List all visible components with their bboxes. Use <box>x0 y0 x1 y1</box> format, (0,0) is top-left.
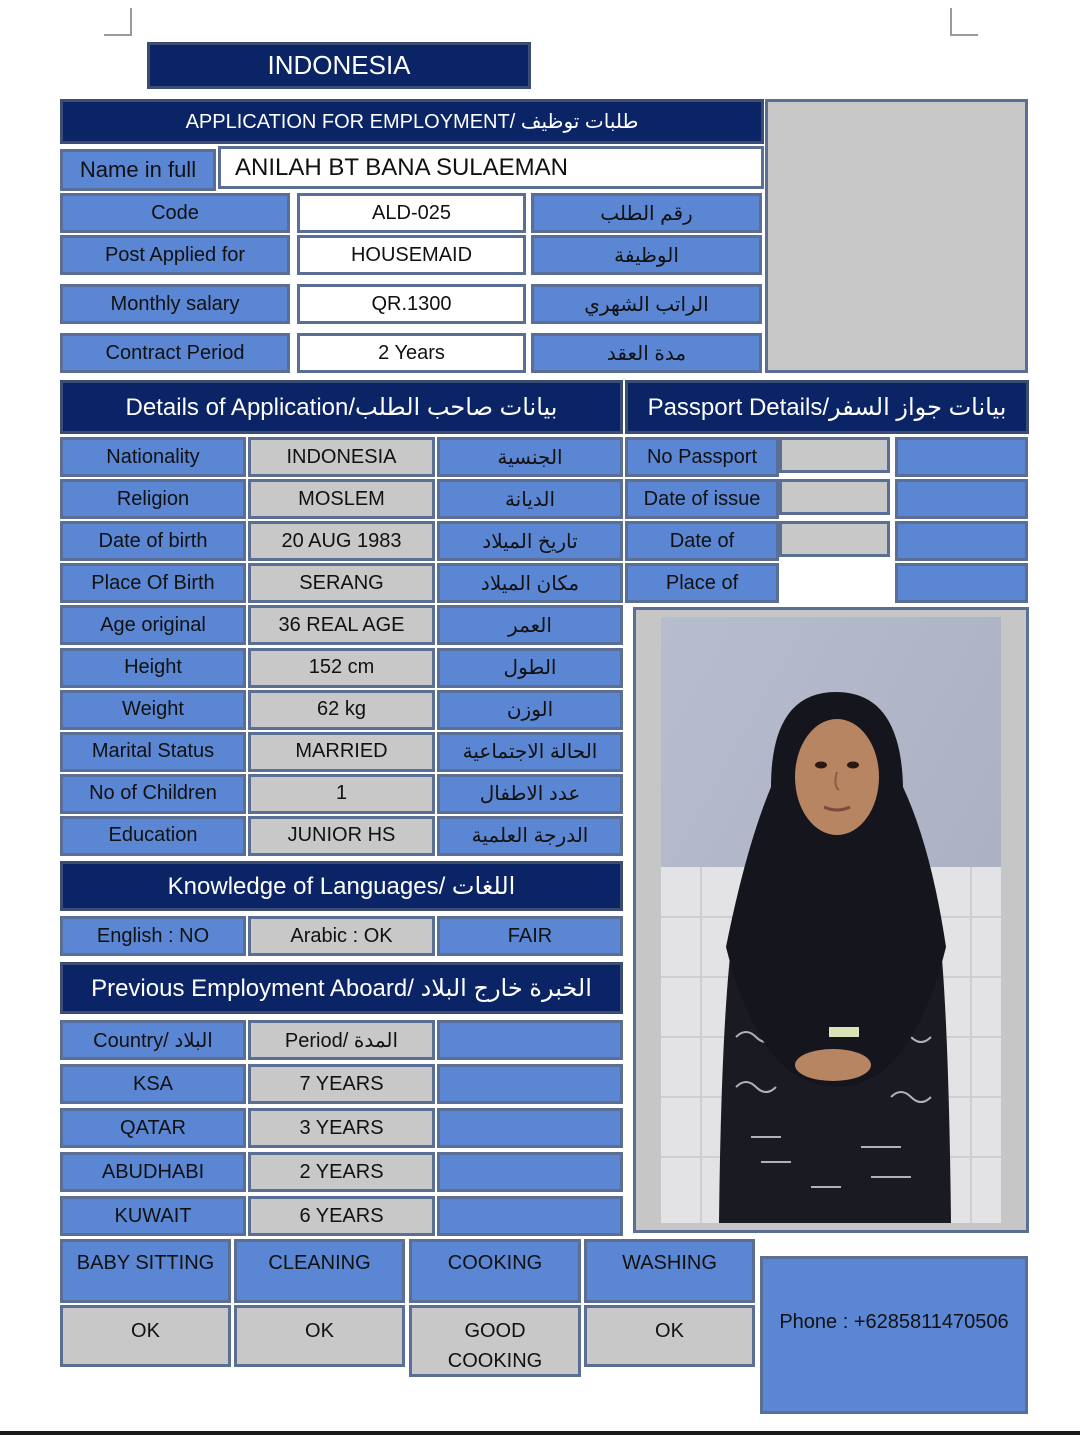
details-row-label: Age original <box>60 605 246 645</box>
details-row-arabic: الجنسية <box>437 437 623 477</box>
details-row-label: Education <box>60 816 246 856</box>
job-row-value: HOUSEMAID <box>297 235 526 275</box>
skill-name: BABY SITTING <box>60 1239 231 1303</box>
country-banner: INDONESIA <box>147 42 531 89</box>
id-photo-placeholder <box>765 99 1028 373</box>
prev-row-period: 2 YEARS <box>248 1152 435 1192</box>
phone-box: Phone : +6285811470506 <box>760 1256 1028 1414</box>
details-row-arabic: تاريخ الميلاد <box>437 521 623 561</box>
details-row-label: Place Of Birth <box>60 563 246 603</box>
name-label: Name in full <box>60 149 216 191</box>
skill-rating: OK <box>234 1305 405 1367</box>
prev-row-period: 7 YEARS <box>248 1064 435 1104</box>
job-row-value: 2 Years <box>297 333 526 373</box>
language-arabic: Arabic : OK <box>248 916 435 956</box>
details-row-value: 62 kg <box>248 690 435 730</box>
job-row-value: QR.1300 <box>297 284 526 324</box>
details-row-arabic: الطول <box>437 648 623 688</box>
passport-row-value <box>779 479 890 515</box>
details-row-label: No of Children <box>60 774 246 814</box>
skill-rating: GOOD COOKING <box>409 1305 581 1377</box>
prev-row-blank <box>437 1196 623 1236</box>
prev-row-blank <box>437 1108 623 1148</box>
corner-mark-left <box>104 8 132 36</box>
prev-row-blank <box>437 1152 623 1192</box>
passport-row-extra <box>895 563 1028 603</box>
details-row-value: MARRIED <box>248 732 435 772</box>
job-row-arabic: الوظيفة <box>531 235 762 275</box>
details-header: Details of Application/بيانات صاحب الطلب <box>60 380 623 434</box>
passport-header: Passport Details/بيانات جواز السفر <box>625 380 1029 434</box>
details-row-arabic: الوزن <box>437 690 623 730</box>
language-english: English : NO <box>60 916 246 956</box>
passport-row-label: Date of <box>625 521 779 561</box>
job-row-label: Monthly salary <box>60 284 290 324</box>
prev-header-blank <box>437 1020 623 1060</box>
prev-row-blank <box>437 1064 623 1104</box>
details-row-value: 20 AUG 1983 <box>248 521 435 561</box>
job-row-arabic: رقم الطلب <box>531 193 762 233</box>
skill-name: COOKING <box>409 1239 581 1303</box>
details-row-arabic: العمر <box>437 605 623 645</box>
skill-rating: OK <box>60 1305 231 1367</box>
passport-row-extra <box>895 437 1028 477</box>
passport-row-extra <box>895 521 1028 561</box>
prev-row-period: 6 YEARS <box>248 1196 435 1236</box>
job-row-arabic: الراتب الشهري <box>531 284 762 324</box>
passport-row-label: No Passport <box>625 437 779 477</box>
details-row-value: SERANG <box>248 563 435 603</box>
passport-row-extra <box>895 479 1028 519</box>
prev-header-country: Country/ البلاد <box>60 1020 246 1060</box>
bottom-rule <box>0 1431 1080 1435</box>
details-row-arabic: الدرجة العلمية <box>437 816 623 856</box>
application-title: APPLICATION FOR EMPLOYMENT/ طلبات توظيف <box>60 99 764 144</box>
details-row-label: Date of birth <box>60 521 246 561</box>
languages-header: Knowledge of Languages/ اللغات <box>60 861 623 911</box>
job-row-value: ALD-025 <box>297 193 526 233</box>
prev-row-country: QATAR <box>60 1108 246 1148</box>
passport-row-value <box>779 521 890 557</box>
corner-mark-right <box>950 8 978 36</box>
skill-name: WASHING <box>584 1239 755 1303</box>
details-row-label: Weight <box>60 690 246 730</box>
job-row-label: Code <box>60 193 290 233</box>
details-row-value: 1 <box>248 774 435 814</box>
prev-row-country: ABUDHABI <box>60 1152 246 1192</box>
details-row-value: 36 REAL AGE <box>248 605 435 645</box>
details-row-arabic: الديانة <box>437 479 623 519</box>
passport-row-label: Date of issue <box>625 479 779 519</box>
prev-row-country: KSA <box>60 1064 246 1104</box>
prev-row-country: KUWAIT <box>60 1196 246 1236</box>
language-level: FAIR <box>437 916 623 956</box>
details-row-arabic: الحالة الاجتماعية <box>437 732 623 772</box>
prev-header-period: Period/ المدة <box>248 1020 435 1060</box>
skill-rating: OK <box>584 1305 755 1367</box>
job-row-label: Post Applied for <box>60 235 290 275</box>
passport-row-value <box>779 437 890 473</box>
prev-row-period: 3 YEARS <box>248 1108 435 1148</box>
details-row-value: 152 cm <box>248 648 435 688</box>
details-row-arabic: مكان الميلاد <box>437 563 623 603</box>
applicant-photo <box>661 617 1001 1223</box>
previous-employment-header: Previous Employment Aboard/ الخبرة خارج البلاد <box>60 962 623 1014</box>
skill-name: CLEANING <box>234 1239 405 1303</box>
details-row-label: Height <box>60 648 246 688</box>
details-row-label: Religion <box>60 479 246 519</box>
details-row-value: MOSLEM <box>248 479 435 519</box>
details-row-label: Marital Status <box>60 732 246 772</box>
passport-row-label: Place of <box>625 563 779 603</box>
name-value: ANILAH BT BANA SULAEMAN <box>218 146 764 189</box>
details-row-value: INDONESIA <box>248 437 435 477</box>
details-row-label: Nationality <box>60 437 246 477</box>
details-row-arabic: عدد الاطفال <box>437 774 623 814</box>
job-row-label: Contract Period <box>60 333 290 373</box>
details-row-value: JUNIOR HS <box>248 816 435 856</box>
person-photo-illustration <box>661 617 1001 1223</box>
job-row-arabic: مدة العقد <box>531 333 762 373</box>
